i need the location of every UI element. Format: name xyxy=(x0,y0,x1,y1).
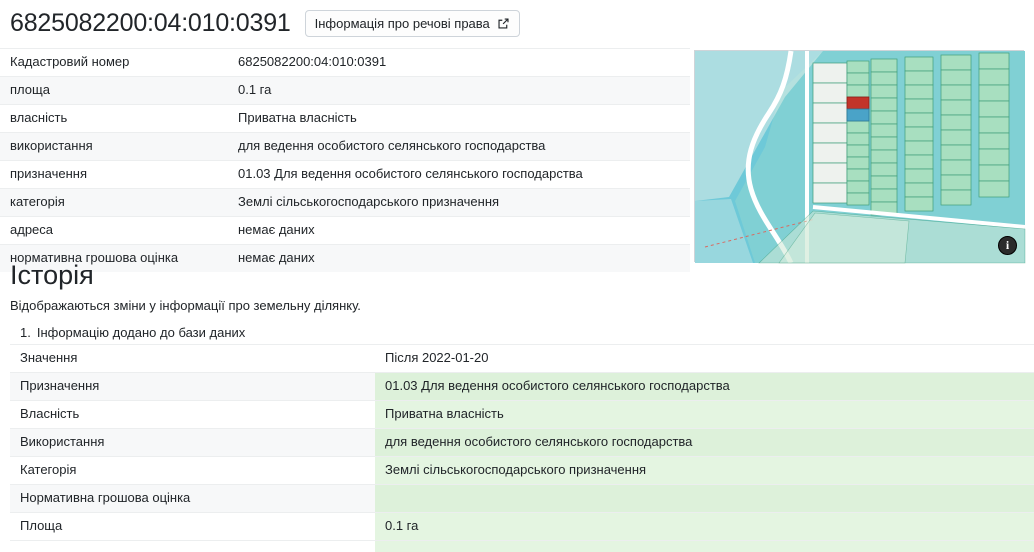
table-row xyxy=(0,133,690,161)
table-row xyxy=(0,217,690,245)
history-table xyxy=(10,344,1034,552)
cadastral-map[interactable] xyxy=(694,50,1024,262)
row-label: Кадастровий номер xyxy=(0,49,228,77)
table-row xyxy=(0,49,690,77)
row-value: Землі сільськогосподарського призначення xyxy=(228,189,690,217)
table-row xyxy=(10,373,1034,401)
row-label: використання xyxy=(0,133,228,161)
parcel-info-table-wrapper xyxy=(0,48,690,272)
row-value: 6825082200:04:010:0391 xyxy=(228,49,690,77)
table-row xyxy=(0,105,690,133)
map-canvas xyxy=(695,51,1025,263)
history-section xyxy=(0,258,1024,552)
history-entry-number: 1. xyxy=(20,325,31,340)
table-row xyxy=(0,189,690,217)
parcel-info-table xyxy=(0,48,690,272)
row-label: адреса xyxy=(0,217,228,245)
row-label: категорія xyxy=(0,189,228,217)
page-title: 6825082200:04:010:0391 xyxy=(10,8,291,38)
table-row xyxy=(0,161,690,189)
row-label: Нормативна грошова оцінка xyxy=(10,485,375,513)
column-header-after: Після 2022-01-20 xyxy=(375,345,1034,373)
row-label: Площа xyxy=(10,513,375,541)
row-value: для ведення особистого селянського господарства xyxy=(228,133,690,161)
table-row-spacer xyxy=(10,541,1034,552)
page-header xyxy=(0,0,1024,44)
row-value: для ведення особистого селянського господарства xyxy=(375,429,1034,457)
property-rights-button[interactable] xyxy=(305,10,520,37)
row-value: 01.03 Для ведення особистого селянського господарства xyxy=(375,373,1034,401)
list-item xyxy=(10,325,1024,552)
table-row xyxy=(10,457,1034,485)
table-row xyxy=(10,485,1034,513)
table-row xyxy=(10,513,1034,541)
property-rights-button-label: Інформація про речові права xyxy=(315,16,490,31)
table-header-row xyxy=(10,345,1034,373)
table-row xyxy=(10,401,1034,429)
row-value: Приватна власність xyxy=(228,105,690,133)
table-row xyxy=(10,429,1034,457)
row-label: Призначення xyxy=(10,373,375,401)
history-title: Історія xyxy=(0,258,1024,292)
history-subtitle: Відображаються зміни у інформації про земельну ділянку. xyxy=(0,292,1024,313)
history-list xyxy=(0,325,1024,552)
row-label: нормативна грошова оцінка xyxy=(0,245,228,273)
row-value: Землі сільськогосподарського призначення xyxy=(375,457,1034,485)
row-spacer-cell xyxy=(10,541,375,552)
table-row xyxy=(0,77,690,105)
row-spacer-cell xyxy=(375,541,1034,552)
row-label: площа xyxy=(0,77,228,105)
row-label: власність xyxy=(0,105,228,133)
row-value: немає даних xyxy=(228,217,690,245)
row-label: Використання xyxy=(10,429,375,457)
row-label: Власність xyxy=(10,401,375,429)
row-value: 01.03 Для ведення особистого селянського господарства xyxy=(228,161,690,189)
history-entry-label: Інформацію додано до бази даних xyxy=(37,325,245,340)
history-entry-title xyxy=(10,325,1024,340)
row-value: Приватна власність xyxy=(375,401,1034,429)
selected-parcel xyxy=(847,97,869,109)
row-label: призначення xyxy=(0,161,228,189)
map-info-icon[interactable]: i xyxy=(998,236,1017,255)
row-value xyxy=(375,485,1034,513)
row-value: 0.1 га xyxy=(228,77,690,105)
row-value: немає даних xyxy=(228,245,690,273)
row-value: 0.1 га xyxy=(375,513,1034,541)
column-header-value: Значення xyxy=(10,345,375,373)
external-link-icon xyxy=(497,17,510,30)
row-label: Категорія xyxy=(10,457,375,485)
